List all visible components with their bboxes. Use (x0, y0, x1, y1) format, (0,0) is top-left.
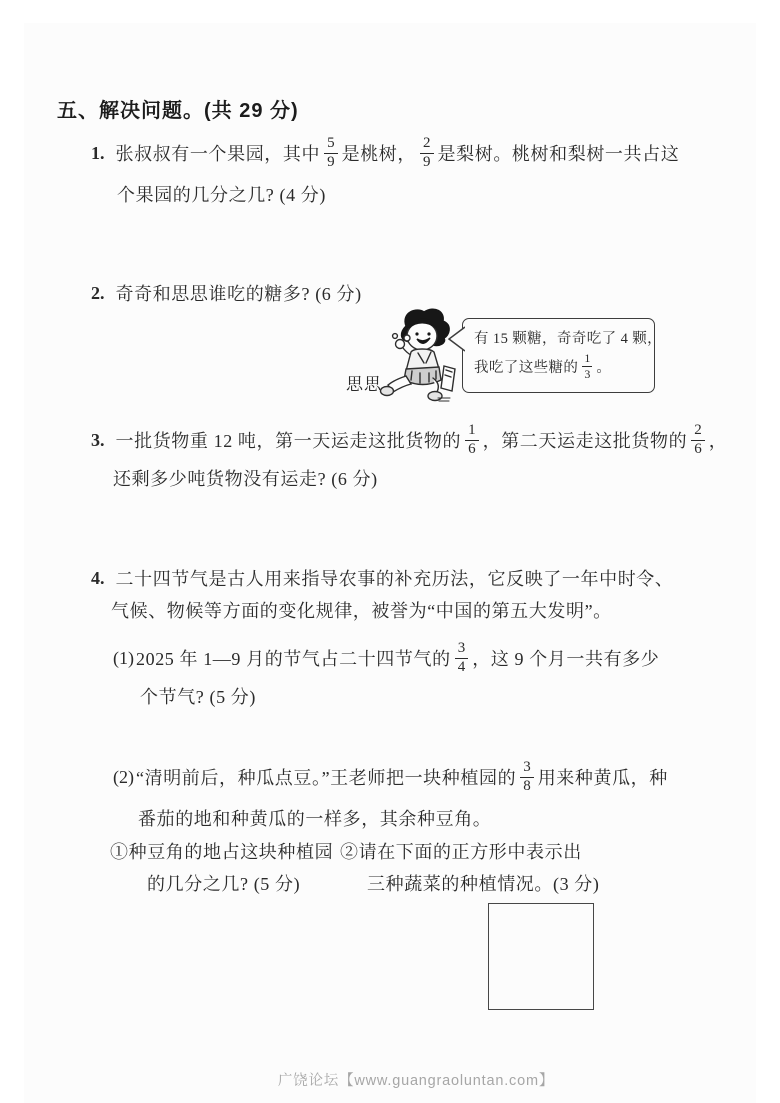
question-4-line-2: 气候、物候等方面的变化规律，被誉为“中国的第五大发明”。 (111, 601, 612, 621)
question-4-part-1-line-2: 个节气? (5 分) (140, 687, 256, 707)
fraction-2-9: $\frac{2}{9}$ (420, 136, 434, 171)
fraction-2-6: $\frac{2}{6}$ (691, 423, 705, 458)
question-1-text: 是桃树， (341, 144, 417, 164)
question-3-number: 3. (91, 429, 105, 450)
question-1-line-2: 个果园的几分之几? (4 分) (117, 185, 326, 205)
sub-question-1-line-1: ①种豆角的地占这块种植园 (110, 842, 334, 862)
answer-drawing-square (488, 903, 594, 1010)
question-4-text: 二十四节气是古人用来指导农事的补充历法，它反映了一年中时令、 (115, 569, 674, 589)
fraction-3-4: $\frac{3}{4}$ (455, 641, 469, 676)
fraction-3-8: $\frac{3}{8}$ (520, 760, 534, 795)
character-name-label: 思思 (346, 375, 382, 394)
watermark-footer: 广饶论坛【www.guangraoluntan.com】 (277, 1072, 555, 1089)
question-3-text: ， (708, 431, 728, 451)
speech-bubble-tail (448, 326, 465, 353)
question-2-number: 2. (91, 282, 105, 303)
part-1-text: ，这 9 个月一共有多少 (472, 649, 660, 669)
part-1-label: (1) (113, 647, 134, 668)
question-3-text: ，第二天运走这批货物的 (482, 431, 688, 451)
sub-question-2-line-1: ②请在下面的正方形中表示出 (340, 842, 582, 862)
part-2-text: “清明前后，种瓜点豆。”王老师把一块种植园的 (136, 768, 517, 788)
question-1-text: 是梨树。桃树和梨树一共占这 (437, 144, 680, 164)
bubble-text-line-1: 有 15 颗糖，奇奇吃了 4 颗， (474, 331, 663, 347)
fraction-5-9: $\frac{5}{9}$ (324, 136, 338, 171)
question-1-text: 张叔叔有一个果园，其中 (115, 144, 321, 164)
section-title: 五、解决问题。(共 29 分) (57, 100, 299, 122)
fraction-1-6: $\frac{1}{6}$ (465, 423, 479, 458)
sisi-character-illustration (378, 305, 464, 412)
sub-question-1-line-2: 的几分之几? (5 分) (147, 874, 301, 894)
question-2-line (91, 274, 362, 312)
bubble-text-line-2: 我吃了这些糖的 $\frac{1}{3}$ 。 (474, 350, 612, 381)
question-1-line-1 (91, 134, 679, 172)
question-4-part-1-line-1 (113, 639, 659, 677)
fraction-1-3: $\frac{1}{3}$ (584, 350, 591, 381)
question-2-text: 奇奇和思思谁吃的糖多? (6 分) (115, 284, 362, 304)
part-2-text: 用来种黄瓜，种 (537, 768, 668, 788)
part-2-label: (2) (113, 766, 134, 787)
question-3-line-1 (91, 421, 727, 459)
question-4-number: 4. (91, 567, 105, 588)
question-3-line-2: 还剩多少吨货物没有运走? (6 分) (113, 469, 378, 489)
sub-question-2-line-2: 三种蔬菜的种植情况。(3 分) (367, 874, 600, 894)
part-1-text: 2025 年 1—9 月的节气占二十四节气的 (136, 649, 451, 669)
speech-bubble (462, 318, 663, 393)
question-1-number: 1. (91, 142, 105, 163)
question-3-text: 一批货物重 12 吨，第一天运走这批货物的 (115, 431, 462, 451)
question-4-part-2-line-2: 番茄的地和种黄瓜的一样多，其余种豆角。 (138, 809, 492, 829)
question-4-part-2-line-1 (113, 758, 668, 796)
